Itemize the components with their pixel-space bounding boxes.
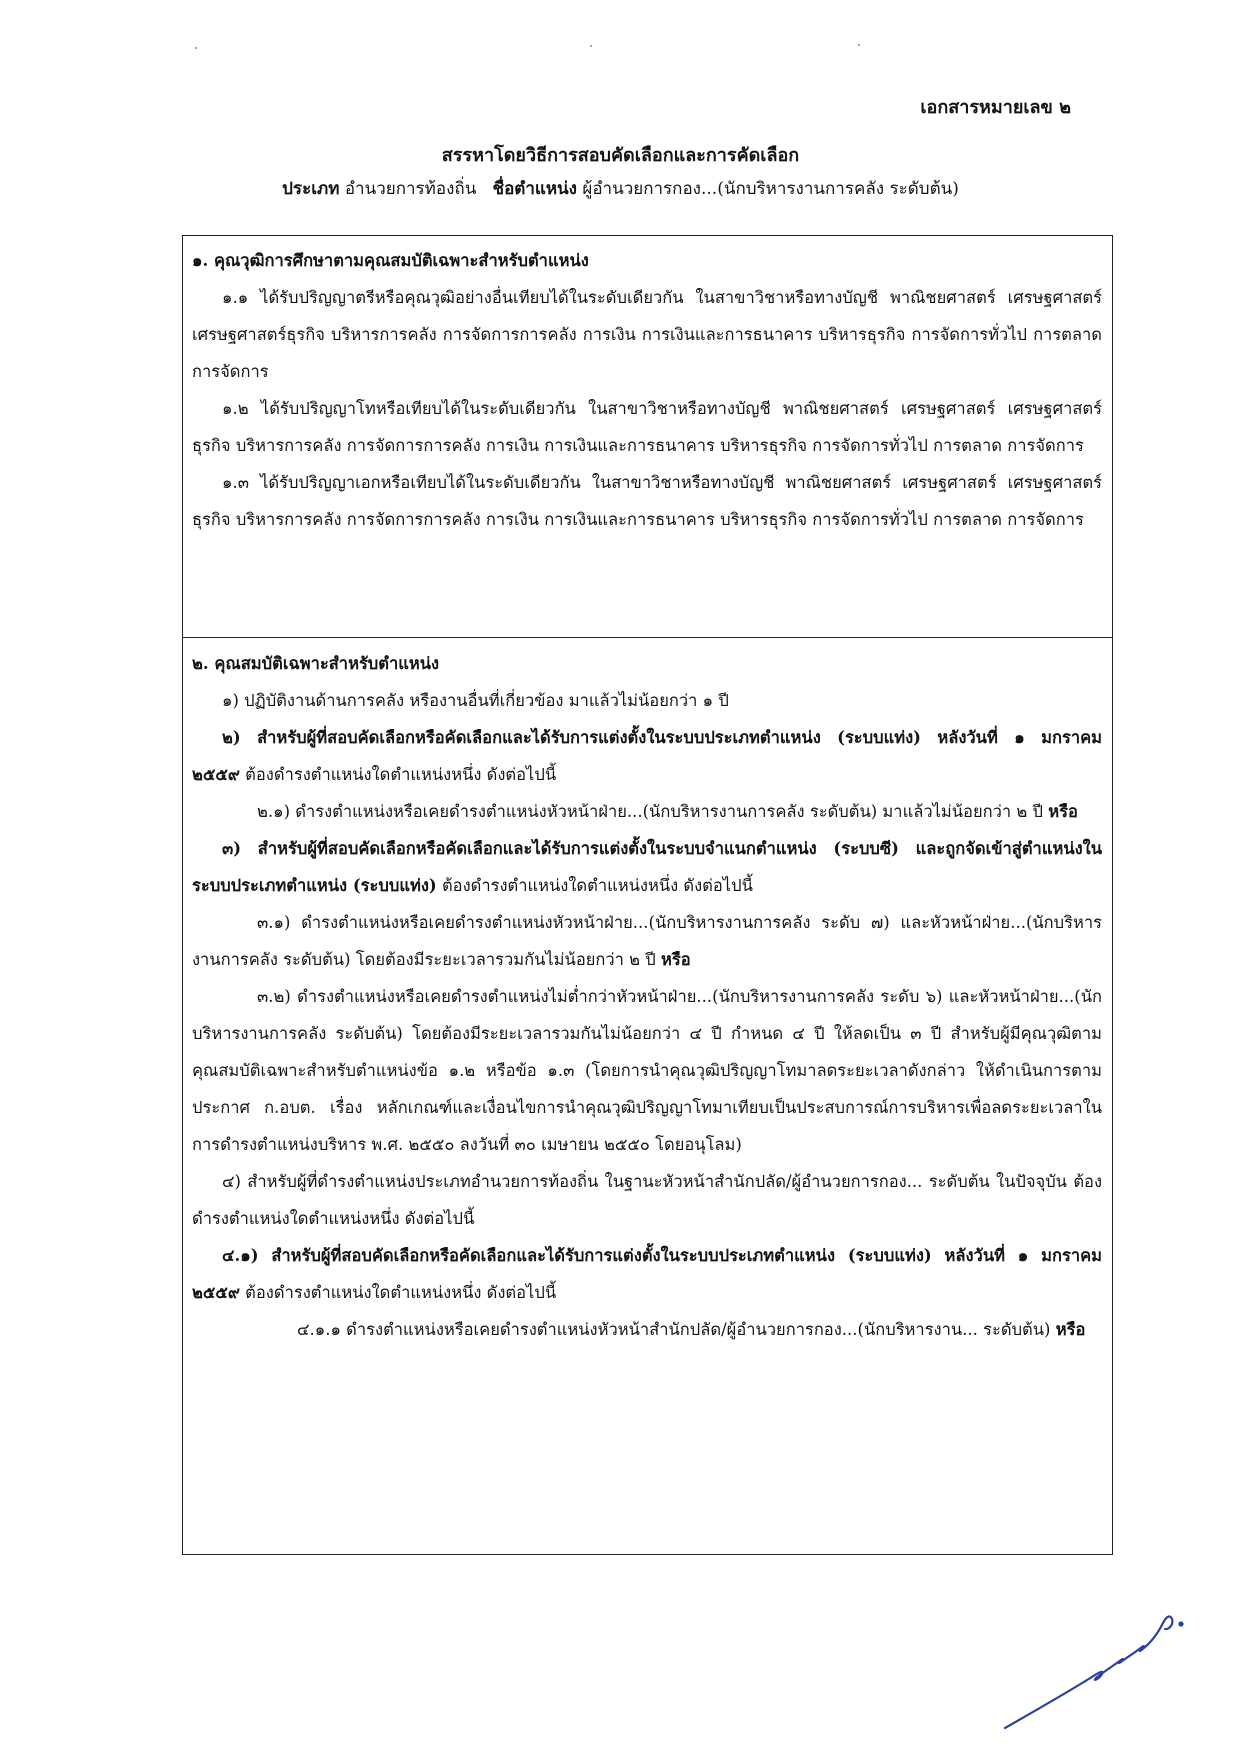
qualification-4-1-bold: ๔.๑) สำหรับผู้ที่สอบคัดเลือกหรือคัดเลือกและได้รับการแต่งตั้งในระบบประเภทตำแหน่ง (ระบบแท่ง) หลังวันที่ ๑ มกราคม ๒๕๕๙: [192, 1246, 1102, 1302]
or-label: หรือ: [1048, 802, 1078, 821]
section-qualifications: [192, 645, 1102, 1348]
education-item-2: ๑.๒ ได้รับปริญญาโทหรือเทียบได้ในระดับเดียวกัน ในสาขาวิชาหรือทางบัญชี พาณิชยศาสตร์ เศรษฐศาสตร์ เศรษฐศาสตร์ธุรกิจ บริหารการคลัง การจัดการการคลัง การเงิน การเงินและการธนาคาร บริหารธุรกิจ การจัดการทั่วไป การตลาด การจัดการ: [192, 399, 1102, 455]
qualification-3-bold: ๓) สำหรับผู้ที่สอบคัดเลือกหรือคัดเลือกและได้รับการแต่งตั้งในระบบจำแนกตำแหน่ง (ระบบซี) และถูกจัดเข้าสู่ตำแหน่งในระบบประเภทตำแหน่ง (ระบบแท่ง): [192, 839, 1102, 895]
qualification-2-bold: ๒) สำหรับผู้ที่สอบคัดเลือกหรือคัดเลือกและได้รับการแต่งตั้งในระบบประเภทตำแหน่ง (ระบบแท่ง) หลังวันที่ ๑ มกราคม ๒๕๕๙: [192, 728, 1102, 784]
scan-speck: [195, 47, 197, 49]
type-value: อำนวยการท้องถิ่น: [344, 179, 477, 199]
type-label: ประเภท: [282, 179, 340, 199]
section2-heading: ๒. คุณสมบัติเฉพาะสำหรับตำแหน่ง: [192, 654, 440, 673]
education-item-1: ๑.๑ ได้รับปริญญาตรีหรือคุณวุฒิอย่างอื่นเทียบได้ในระดับเดียวกัน ในสาขาวิชาหรือทางบัญชี พาณิชยศาสตร์ เศรษฐศาสตร์ เศรษฐศาสตร์ธุรกิจ บริหารการคลัง การจัดการการคลัง การเงิน การเงินและการธนาคาร บริหารธุรกิจ การจัดการทั่วไป การตลาด การจัดการ: [192, 288, 1102, 381]
qualification-4: ๔) สำหรับผู้ที่ดำรงตำแหน่งประเภทอำนวยการท้องถิ่น ในฐานะหัวหน้าสำนักปลัด/ผู้อำนวยการกอง... ระดับต้น ในปัจจุบัน ต้องดำรงตำแหน่งใดตำแหน่งหนึ่ง ดังต่อไปนี้: [192, 1172, 1102, 1228]
or-label: หรือ: [661, 950, 691, 969]
qualification-4-1-rest: ต้องดำรงตำแหน่งใดตำแหน่งหนึ่ง ดังต่อไปนี้: [239, 1283, 557, 1302]
section-education: [192, 242, 1102, 538]
qualification-3-rest: ต้องดำรงตำแหน่งใดตำแหน่งหนึ่ง ดังต่อไปนี้: [436, 876, 753, 895]
qualification-3-2: ๓.๒) ดำรงตำแหน่งหรือเคยดำรงตำแหน่งไม่ต่ำกว่าหัวหน้าฝ่าย...(นักบริหารงานการคลัง ระดับ ๖) และหัวหน้าฝ่าย...(นักบริหารงานการคลัง ระดับต้น) โดยต้องมีระยะเวลารวมกันไม่น้อยกว่า ๔ ปี กำหนด ๔ ปี ให้ลดเป็น ๓ ปี สำหรับผู้มีคุณวุฒิตามคุณสมบัติเฉพาะสำหรับตำแหน่งข้อ ๑.๒ หรือข้อ ๑.๓ (โดยการนำคุณวุฒิปริญญาโทมาลดระยะเวลาดังกล่าว ให้ดำเนินการตามประกาศ ก.อบต. เรื่อง หลักเกณฑ์และเงื่อนไขการนำคุณวุฒิปริญญาโทมาเทียบเป็นประสบการณ์การบริหารเพื่อลดระยะเวลาในการดำรงตำแหน่งบริหาร พ.ศ. ๒๕๕๐ ลงวันที่ ๓๐ เมษายน ๒๕๕๐ โดยอนุโลม): [192, 987, 1102, 1154]
qualification-2-1: [192, 793, 1102, 830]
signature-mark: [1000, 1600, 1190, 1735]
or-label: หรือ: [1055, 1320, 1086, 1339]
qualification-3-1: [192, 904, 1102, 978]
document-title: สรรหาโดยวิธีการสอบคัดเลือกและการคัดเลือก: [441, 145, 800, 166]
section1-heading: ๑. คุณวุฒิการศึกษาตามคุณสมบัติเฉพาะสำหรับตำแหน่ง: [192, 251, 589, 270]
qualification-2-rest: ต้องดำรงตำแหน่งใดตำแหน่งหนึ่ง ดังต่อไปนี้: [239, 765, 557, 784]
scan-speck: [858, 44, 860, 46]
qualification-2: [192, 719, 1102, 793]
qualification-4-1-1-text: ๔.๑.๑ ดำรงตำแหน่งหรือเคยดำรงตำแหน่งหัวหน้าสำนักปลัด/ผู้อำนวยการกอง...(นักบริหารงาน... ระดับต้น): [297, 1320, 1056, 1339]
position-label: ชื่อตำแหน่ง: [492, 179, 577, 199]
qualification-3-1-text: ๓.๑) ดำรงตำแหน่งหรือเคยดำรงตำแหน่งหัวหน้าฝ่าย...(นักบริหารงานการคลัง ระดับ ๗) และหัวหน้าฝ่าย...(นักบริหารงานการคลัง ระดับต้น) โดยต้องมีระยะเวลารวมกันไม่น้อยกว่า ๒ ปี: [192, 913, 1102, 969]
qualification-4-1: [192, 1237, 1102, 1311]
qualification-4-1-1: [192, 1311, 1102, 1348]
qualification-3: [192, 830, 1102, 904]
scan-speck: [590, 45, 592, 47]
position-value: ผู้อำนวยการกอง...(นักบริหารงานการคลัง ระดับต้น): [582, 179, 959, 199]
document-number: เอกสารหมายเลข ๒: [920, 97, 1071, 118]
education-item-3: ๑.๓ ได้รับปริญญาเอกหรือเทียบได้ในระดับเดียวกัน ในสาขาวิชาหรือทางบัญชี พาณิชยศาสตร์ เศรษฐศาสตร์ เศรษฐศาสตร์ธุรกิจ บริหารการคลัง การจัดการการคลัง การเงิน การเงินและการธนาคาร บริหารธุรกิจ การจัดการทั่วไป การตลาด การจัดการ: [192, 473, 1102, 529]
section-divider: [182, 637, 1113, 638]
position-line: [0, 175, 1241, 202]
qualification-2-1-text: ๒.๑) ดำรงตำแหน่งหรือเคยดำรงตำแหน่งหัวหน้าฝ่าย...(นักบริหารงานการคลัง ระดับต้น) มาแล้วไม่น้อยกว่า ๒ ปี: [257, 802, 1049, 821]
qualification-1: ๑) ปฏิบัติงานด้านการคลัง หรืองานอื่นที่เกี่ยวข้อง มาแล้วไม่น้อยกว่า ๑ ปี: [222, 691, 729, 710]
